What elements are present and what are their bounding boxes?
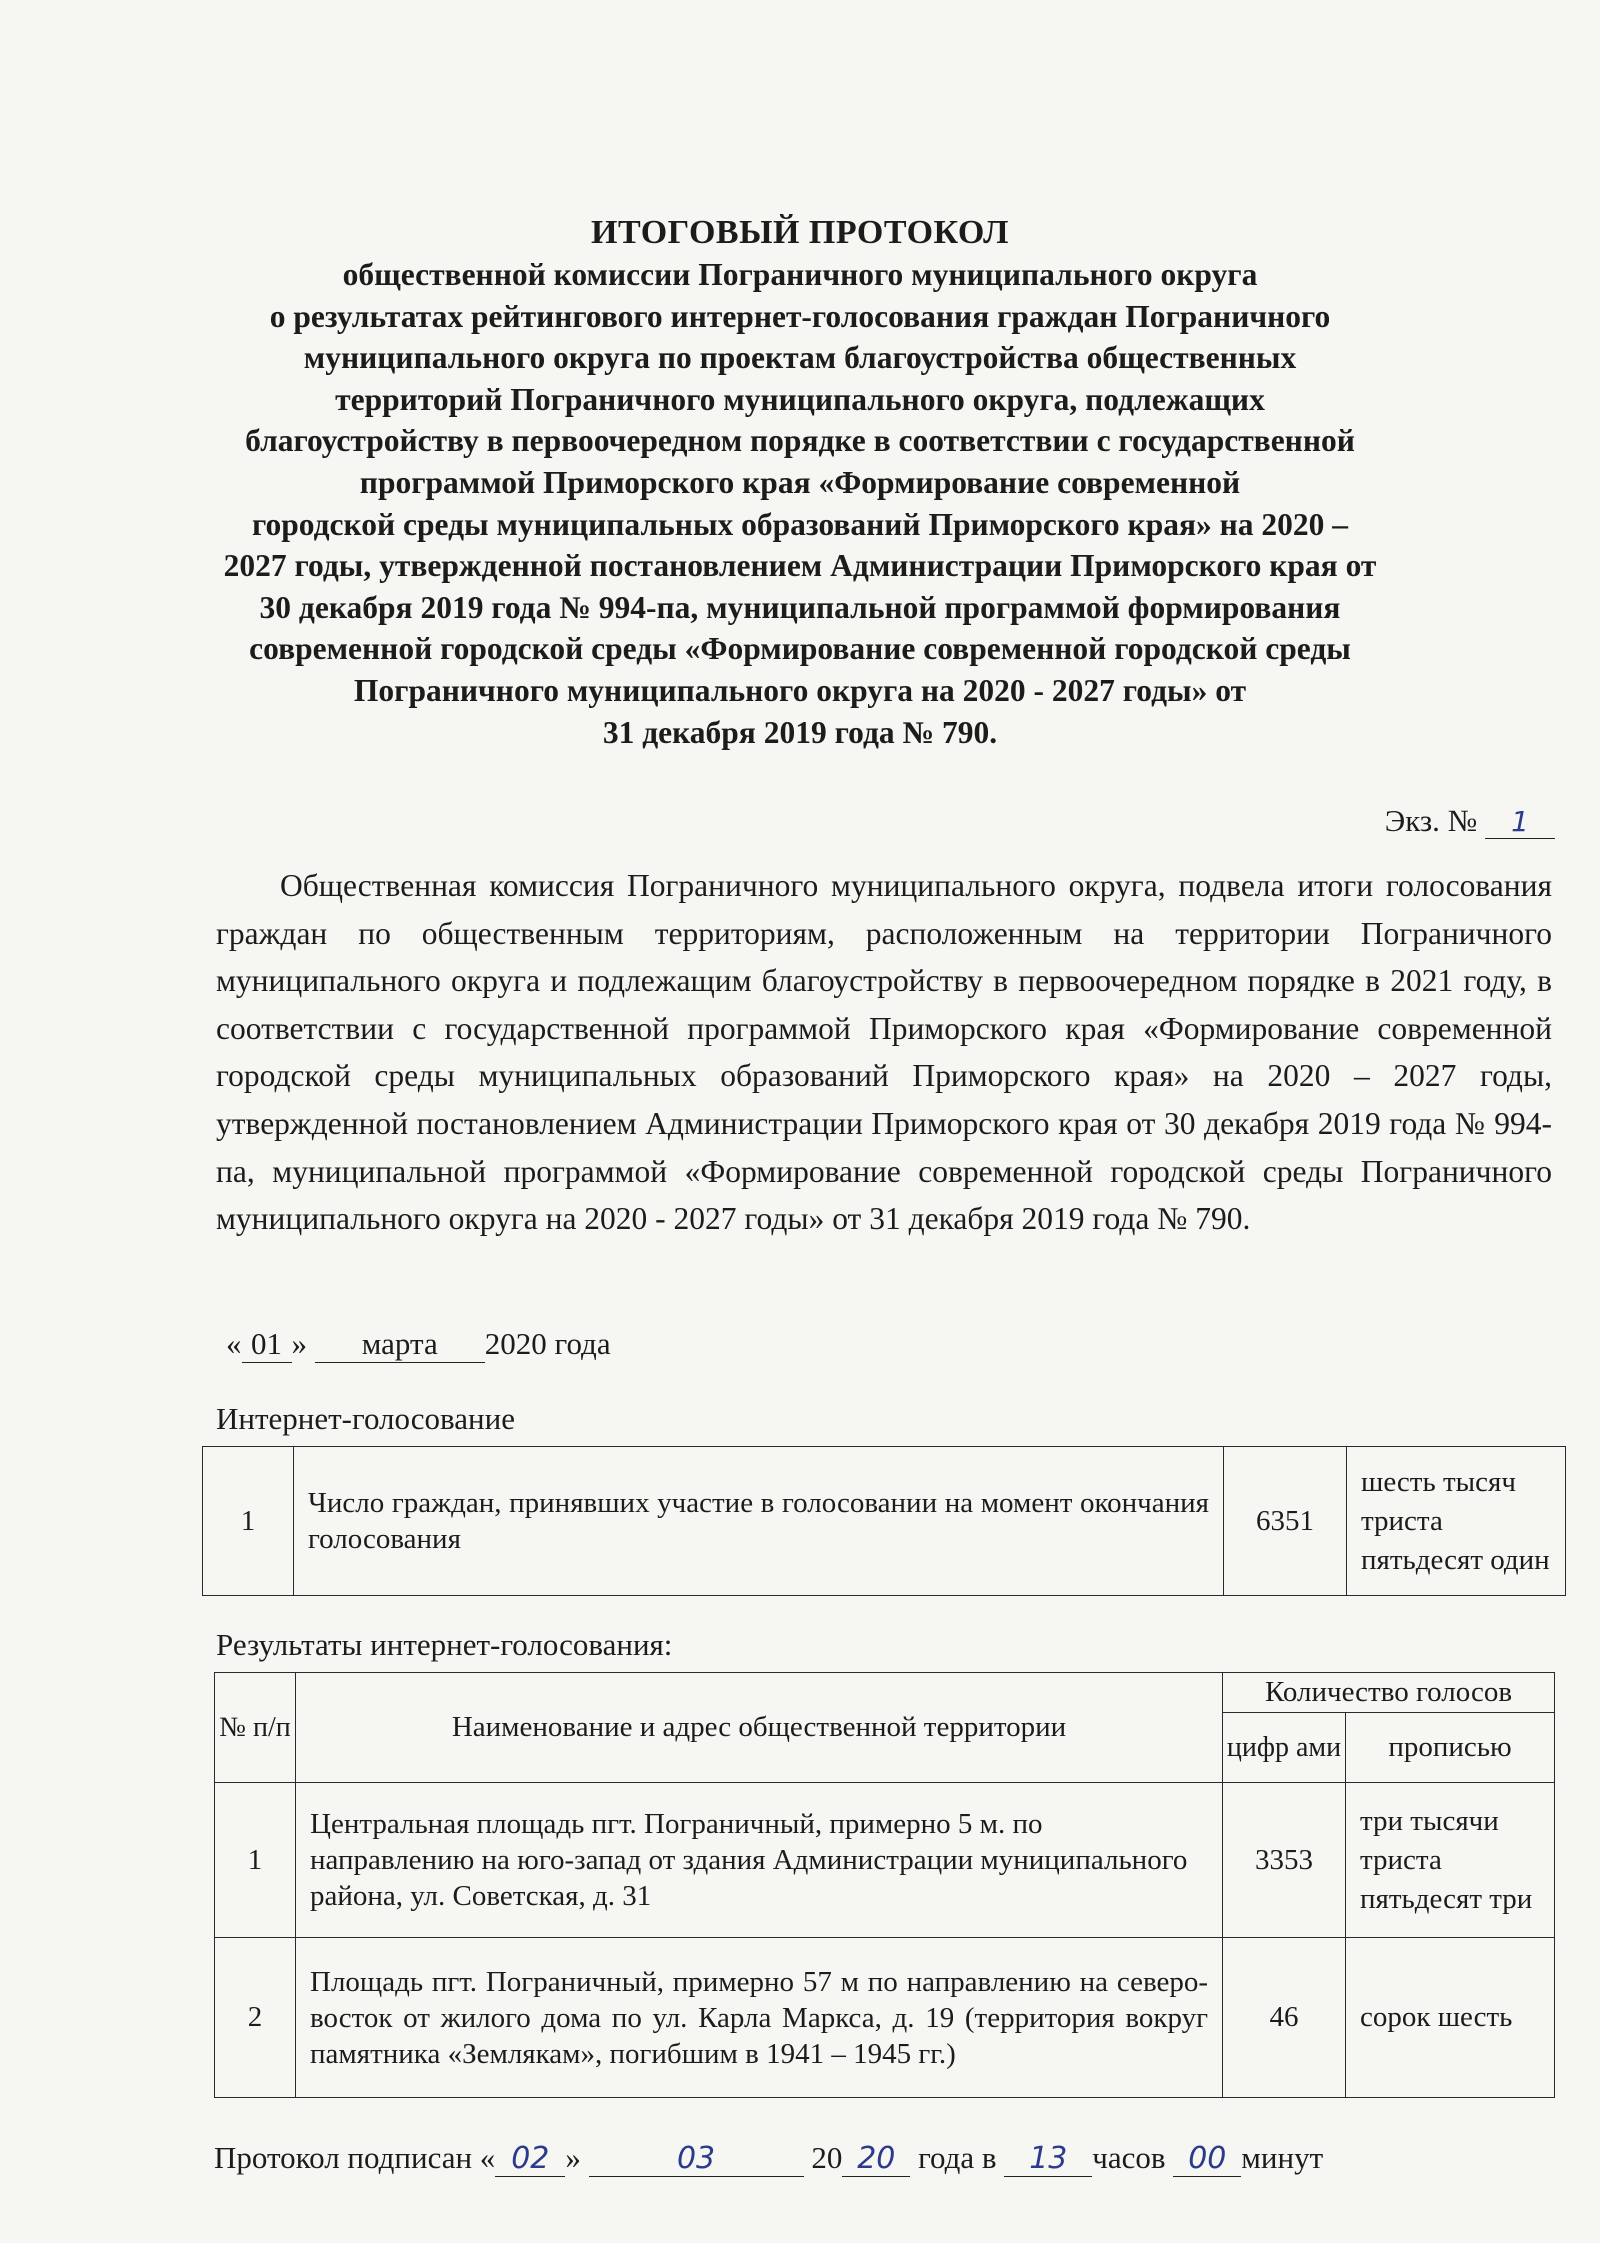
- date-open-quote: «: [226, 1326, 242, 1361]
- signature-day: 02: [495, 2141, 565, 2177]
- row-digits: 46: [1223, 1938, 1346, 2098]
- subtitle-line: благоустройству в первоочередном порядке в соответствии с государственной: [245, 423, 1355, 459]
- row-name: Центральная площадь пгт. Пограничный, примерно 5 м. по направлению на юго-запад от здания Администрации муниципального района, ул. Советская, д. 31: [296, 1783, 1223, 1938]
- subtitle-line: городской среды муниципальных образований Приморского края» на 2020 –: [251, 506, 1349, 542]
- row-words: три тысячи триста пятьдесят три: [1346, 1783, 1555, 1938]
- subtitle-line: муниципального округа по проектам благоустройства общественных: [303, 340, 1297, 376]
- row-digits: 3353: [1223, 1783, 1346, 1938]
- header-words: прописью: [1346, 1713, 1555, 1783]
- row-number: 1: [203, 1447, 294, 1596]
- signature-year-prefix: 20: [811, 2140, 843, 2175]
- header-name: Наименование и адрес общественной территории: [296, 1673, 1223, 1783]
- results-table: [214, 1672, 1555, 2098]
- subtitle-line: территорий Пограничного муниципального округа, подлежащих: [335, 381, 1265, 417]
- signature-year-label: года в: [918, 2140, 997, 2175]
- subtitle-line: современной городской среды «Формирование современной городской среды: [249, 631, 1351, 667]
- row-name: Площадь пгт. Пограничный, примерно 57 м по направлению на северо-восток от жилого дома по ул. Карла Маркса, д. 19 (территория вокруг памятника «Землякам», погибшим в 1941 – 1945 гг.): [296, 1938, 1223, 2098]
- row-description: Число граждан, принявших участие в голосовании на момент окончания голосования: [294, 1447, 1224, 1596]
- subtitle-line: Пограничного муниципального округа на 2020 - 2027 годы» от: [353, 672, 1247, 708]
- signature-hour-label: часов: [1092, 2140, 1166, 2175]
- subtitle-line: программой Приморского края «Формирование современной: [359, 464, 1241, 500]
- signature-minute-label: минут: [1241, 2140, 1324, 2175]
- signature-hour: 13: [1004, 2141, 1092, 2177]
- copy-number-value: 1: [1485, 805, 1555, 839]
- document-title-block: [200, 212, 1400, 753]
- row-words: шесть тысяч триста пятьдесят один: [1347, 1447, 1566, 1596]
- intro-paragraph: [216, 862, 1552, 1243]
- copy-number: [1320, 803, 1555, 839]
- document-title: ИТОГОВЫЙ ПРОТОКОЛ: [591, 214, 1009, 251]
- row-words: сорок шесть: [1346, 1938, 1555, 2098]
- table-header-row: [215, 1673, 1555, 1713]
- subtitle-line: общественной комиссии Пограничного муниципального округа: [342, 257, 1258, 292]
- signature-close-quote: »: [565, 2140, 581, 2175]
- signature-year-suffix: 20: [842, 2141, 910, 2177]
- row-digits: 6351: [1224, 1447, 1347, 1596]
- table-row: [203, 1447, 1566, 1596]
- date-year: 2020 года: [484, 1326, 611, 1361]
- signature-line: [214, 2140, 1323, 2177]
- subtitle-line: 31 декабря 2019 года № 790.: [602, 714, 998, 750]
- signature-prefix: Протокол подписан «: [214, 2140, 496, 2175]
- subtitle-line: 2027 годы, утвержденной постановлением Администрации Приморского края от: [223, 548, 1377, 584]
- copy-number-label: Экз. №: [1384, 803, 1478, 838]
- header-votes: Количество голосов: [1223, 1673, 1555, 1713]
- row-number: 1: [215, 1783, 296, 1938]
- subtitle-line: о результатах рейтингового интернет-голосования граждан Пограничного: [269, 298, 1331, 334]
- participation-table: [202, 1446, 1566, 1596]
- protocol-date: [226, 1326, 611, 1363]
- header-number: № п/п: [215, 1673, 296, 1783]
- internet-voting-label: Интернет-голосование: [216, 1401, 515, 1436]
- subtitle-line: 30 декабря 2019 года № 994-па, муниципальной программой формирования: [259, 589, 1341, 625]
- header-digits: цифр ами: [1223, 1713, 1346, 1783]
- row-number: 2: [215, 1938, 296, 2098]
- signature-minute: 00: [1173, 2141, 1241, 2177]
- date-day: 01: [242, 1326, 292, 1363]
- table-row: [215, 1938, 1555, 2098]
- results-label: Результаты интернет-голосования:: [216, 1627, 673, 1662]
- date-close-quote: »: [291, 1326, 307, 1361]
- date-month: марта: [315, 1326, 485, 1363]
- signature-month: 03: [589, 2141, 804, 2177]
- intro-text: Общественная комиссия Пограничного муниципального округа, подвела итоги голосования граждан по общественным территориям, расположенным на территории Пограничного муниципального округа и подлежащим благоустройству в первоочередном порядке в 2021 году, в соответствии с государственной программой Приморского края «Формирование современной городской среды муниципальных образований Приморского края» на 2020 – 2027 годы, утвержденной постановлением Администрации Приморского края от 30 декабря 2019 года № 994-па, муниципальной программой «Формирование современной городской среды Пограничного муниципального округа на 2020 - 2027 годы» от 31 декабря 2019 года № 790.: [216, 868, 1552, 1237]
- table-row: [215, 1783, 1555, 1938]
